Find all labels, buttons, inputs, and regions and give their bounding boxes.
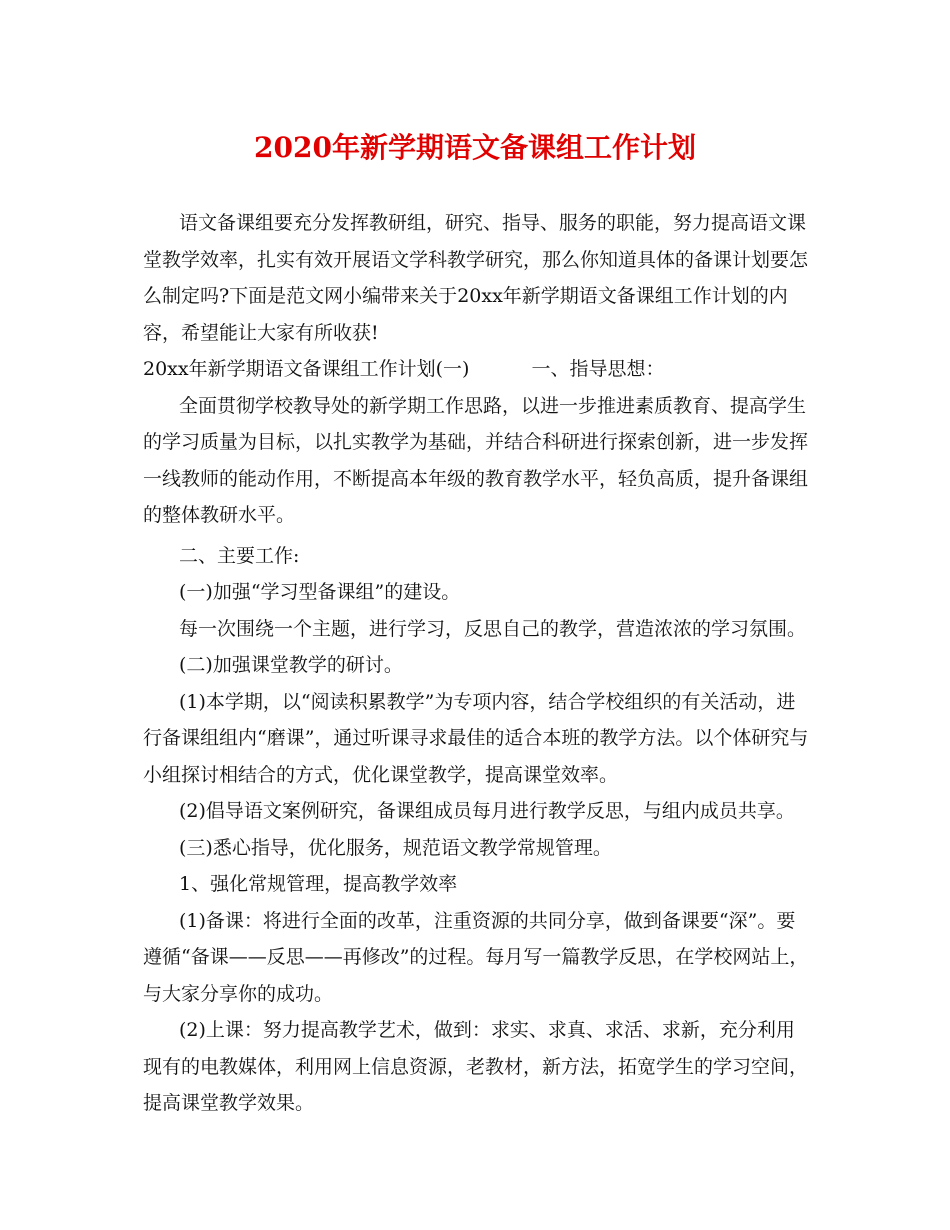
document-body — [143, 205, 811, 1122]
subheading-guidance: (三)悉心指导，优化服务，规范语文教学常规管理。 — [179, 836, 612, 859]
subheading-learning-group: (一)加强“学习型备课组”的建设。 — [179, 581, 461, 603]
lesson-prep-item: (1)备课：将进行全面的改革，注重资源的共同分享，做到备课要“深”。要遵循“备课——反思——再修改”的过程。每月写一篇教学反思，在学校网站上，与大家分享你的成功。 — [143, 909, 809, 1005]
subheading-classroom-research: (二)加强课堂教学的研讨。 — [179, 654, 403, 676]
research-item-1: (1)本学期，以“阅读积累教学”为专项内容，结合学校组织的有关活动，进行备课组组内“磨课”，通过听课寻求最佳的适合本班的教学方法。以个体研究与小组探讨相结合的方式，优化课堂教学，提高课堂效率。 — [143, 690, 809, 786]
guiding-paragraph: 全面贯彻学校教导处的新学期工作思路，以进一步推进素质教育、提高学生的学习质量为目标，以扎实教学为基础，并结合科研进行探索创新，进一步发挥一线教师的能动作用，不断提高本年级的教育教学水平，轻负高质，提升备课组的整体教研水平。 — [143, 394, 809, 526]
document-title: 2020年新学期语文备课组工作计划 — [254, 131, 696, 164]
intro-paragraph: 语文备课组要充分发挥教研组，研究、指导、服务的职能，努力提高语文课堂教学效率，扎实有效开展语文学科教学研究，那么你知道具体的备课计划要怎么制定吗?下面是范文网小编带来关于20xx年新学期语文备课组工作计划的内容，希望能让大家有所收获! — [143, 212, 809, 344]
subheading-routine-management: 1、强化常规管理，提高教学效率 — [179, 873, 458, 895]
section-heading-main-work: 二、主要工作: — [179, 544, 300, 567]
section-heading-guiding: 一、指导思想： — [531, 358, 665, 380]
research-item-2: (2)倡导语文案例研究，备课组成员每月进行教学反思，与组内成员共享。 — [179, 800, 795, 822]
teaching-item: (2)上课：努力提高教学艺术，做到：求实、求真、求活、求新，充分利用现有的电教媒体，利用网上信息资源，老教材，新方法，拓宽学生的学习空间，提高课堂教学效果。 — [143, 1019, 809, 1114]
plan-heading: 20xx年新学期语文备课组工作计划(一) — [143, 358, 470, 380]
learning-paragraph: 每一次围绕一个主题，进行学习，反思自己的教学，营造浓浓的学习氛围。 — [179, 617, 807, 640]
plan-heading-line — [143, 351, 811, 388]
